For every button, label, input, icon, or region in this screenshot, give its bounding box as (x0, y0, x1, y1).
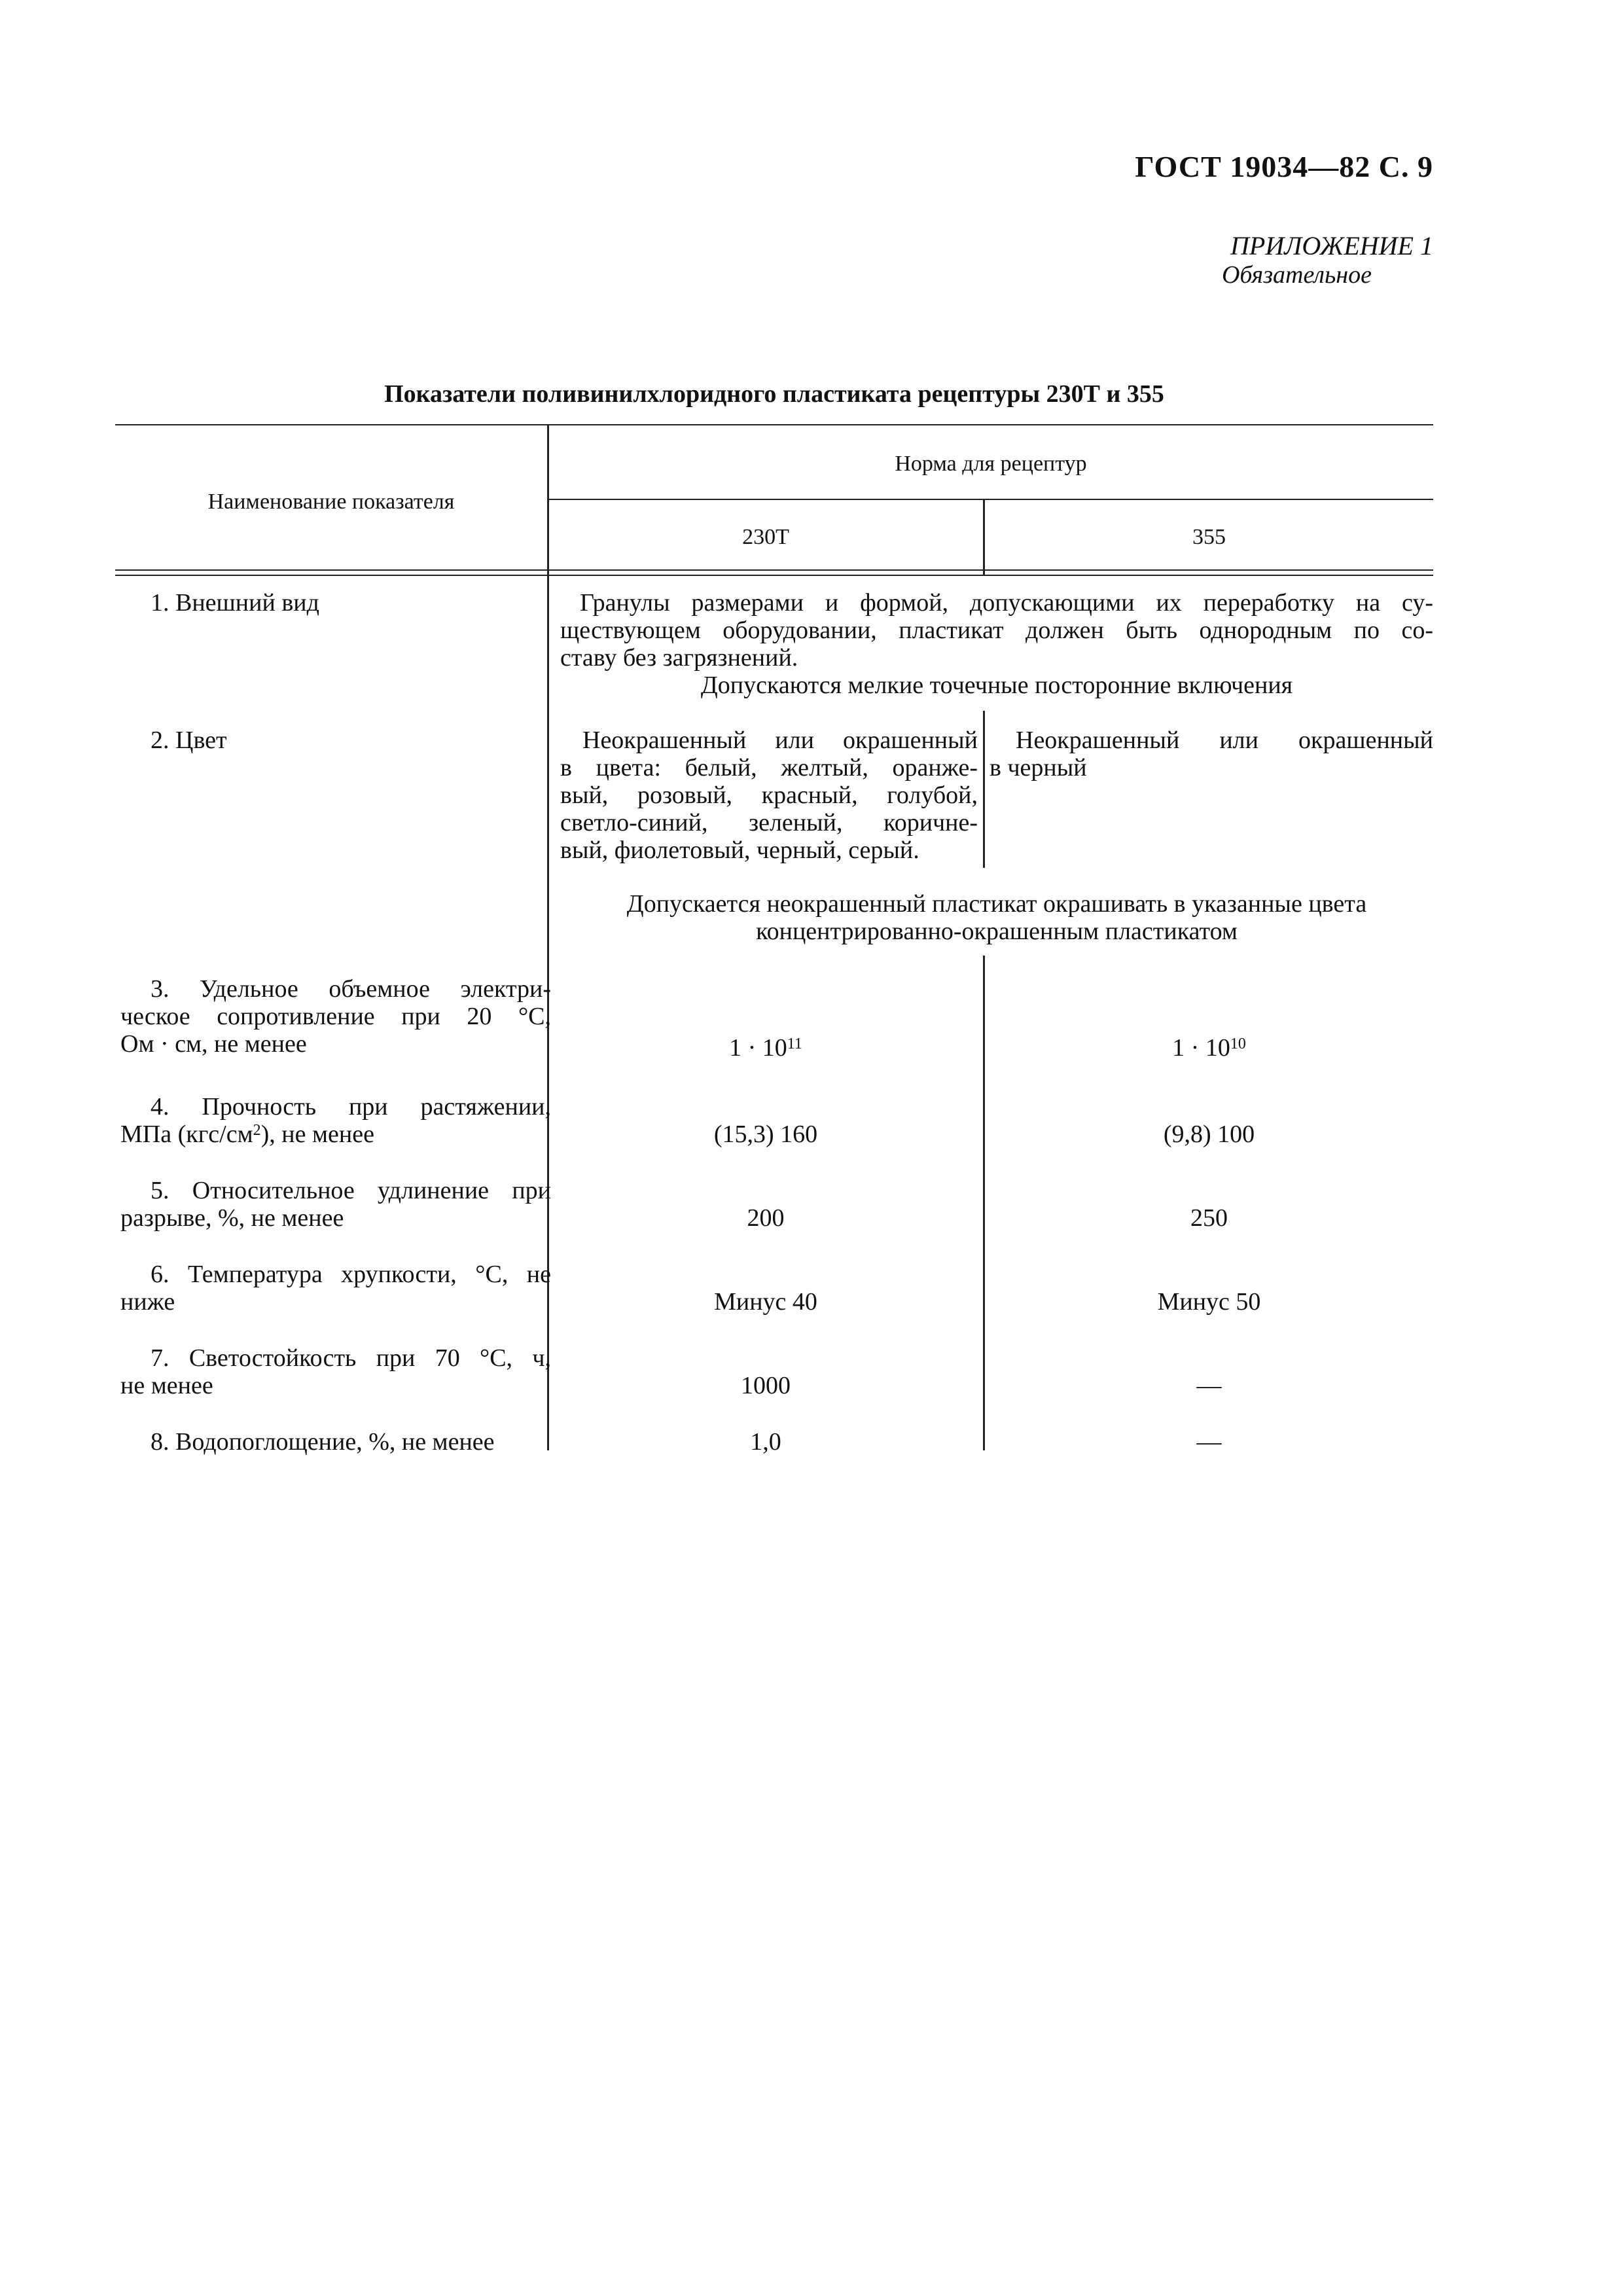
row-tensile-value-230t: (15,3) 160 (713, 1121, 818, 1148)
row-color-value-230t: Неокрашенный или окрашенный в цвета: белый, желтый, оранже- вый, розовый, красный, голубой, светло-синий, зеленый, коричне- вый, фиолетовый, черный, серый. (560, 726, 978, 864)
header-bottom-rule-1 (115, 569, 1433, 571)
row-water-value-230t: 1,0 (750, 1428, 781, 1456)
row-color-name: 2. Цвет (151, 726, 227, 754)
row-resistivity-value-355: $1 \cdot 10^{10}$ (1172, 1034, 1246, 1062)
row-elongation-name: 5. Относительное удлинение при разрыве, %, не менее (120, 1177, 551, 1232)
color-recipe-divider (983, 711, 985, 868)
page-header-standard: ГОСТ 19034—82 С. 9 (1135, 150, 1433, 183)
appendix-label: ПРИЛОЖЕНИЕ 1 (1230, 231, 1433, 260)
row-elongation-value-355: 250 (1190, 1204, 1228, 1232)
row-water-value-355: — (1196, 1428, 1222, 1456)
table-title: Показатели поливинилхлоридного пластиката рецептуры 230Т и 355 (384, 380, 1164, 408)
row-brittleness-name: 6. Температура хрупкости, °С, не ниже (120, 1261, 551, 1316)
row-resistivity-value-230t: $1 \cdot 10^{11}$ (729, 1034, 802, 1062)
row-brittleness-value-355: Минус 50 (1157, 1288, 1261, 1316)
table-top-rule (115, 424, 1433, 425)
row-lightfastness-value-355: — (1196, 1372, 1222, 1399)
exponent-230t: 11 (787, 1035, 802, 1052)
row-lightfastness-name: 7. Светостойкость при 70 °С, ч, не менее (120, 1344, 551, 1399)
row-tensile-name: 4. Прочность при растяжении, МПа $(кгс/см^2)$, не менее (120, 1093, 551, 1148)
row-color-note: Допускается неокрашенный пластикат окрашивать в указанные цвета концентрированно-окрашенным пластикатом (626, 890, 1367, 945)
row-elongation-value-230t: 200 (747, 1204, 785, 1232)
row-tensile-value-355: (9,8) 100 (1163, 1121, 1255, 1148)
column-group-header: Норма для рецептур (895, 452, 1087, 476)
appendix-status: Обязательное (1221, 261, 1372, 289)
row-brittleness-value-230t: Минус 40 (714, 1288, 817, 1316)
row-color-value-355: Неокрашенный или окрашенный в черный (990, 726, 1433, 781)
column-header-name: Наименование показателя (207, 490, 455, 514)
group-header-rule (548, 499, 1433, 500)
column-header-355: 355 (1192, 525, 1226, 549)
header-bottom-rule-2 (115, 575, 1433, 576)
row-resistivity-name: 3. Удельное объемное электри- ческое сопротивление при 20 °С, Ом · см, не менее (120, 975, 551, 1058)
row-lightfastness-value-230t: 1000 (741, 1372, 791, 1399)
column-header-230t: 230Т (742, 525, 789, 549)
row-appearance-name: 1. Внешний вид (151, 589, 319, 617)
row-appearance-value: Гранулы размерами и формой, допускающими их переработку на су- ществующем оборудовании, пластикат должен быть однородным по со- ставу без загрязнений. Допускаются мелкие точечные посторонние включения (560, 589, 1433, 699)
row-water-name: 8. Водопоглощение, %, не менее (151, 1428, 495, 1456)
exponent-355: 10 (1230, 1035, 1246, 1052)
